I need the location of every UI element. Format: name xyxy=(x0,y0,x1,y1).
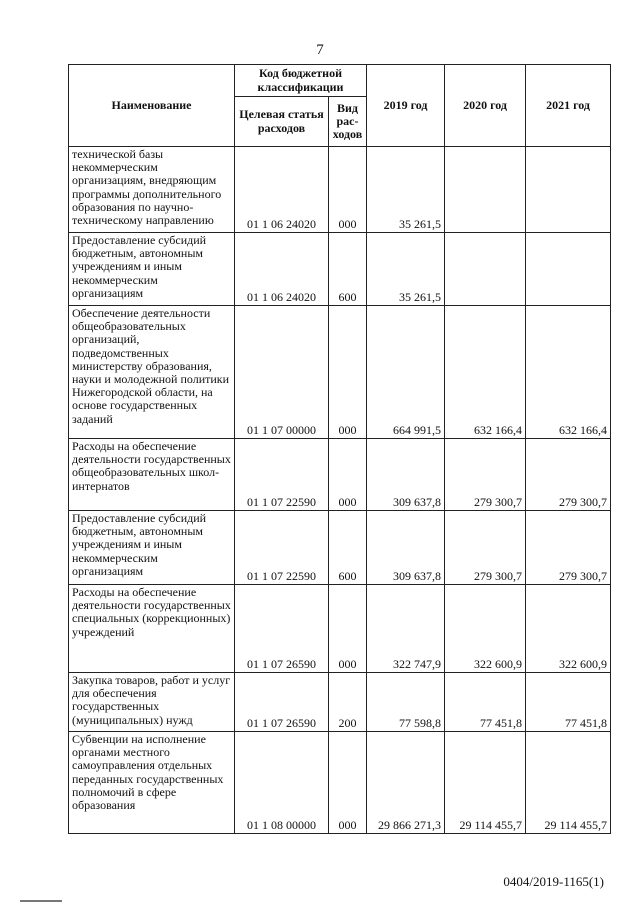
row-2020 xyxy=(445,147,526,233)
row-2020: 77 451,8 xyxy=(445,673,526,732)
row-name: Расходы на обеспечение деятельности государственных общеобразовательных школ-интернатов xyxy=(69,439,235,511)
row-2020: 29 114 455,7 xyxy=(445,732,526,834)
row-2020: 279 300,7 xyxy=(445,439,526,511)
row-2020: 279 300,7 xyxy=(445,511,526,585)
row-target: 01 1 08 00000 xyxy=(235,732,329,834)
row-2021 xyxy=(526,147,611,233)
budget-table xyxy=(68,64,611,834)
row-2019: 35 261,5 xyxy=(367,147,445,233)
row-2019: 322 747,9 xyxy=(367,585,445,673)
table-row xyxy=(69,439,611,511)
row-type: 600 xyxy=(329,511,367,585)
row-name: Расходы на обеспечение деятельности государственных специальных (коррекционных) учреждений xyxy=(69,585,235,673)
row-target: 01 1 07 22590 xyxy=(235,511,329,585)
row-target: 01 1 07 26590 xyxy=(235,585,329,673)
row-name: Закупка товаров, работ и услуг для обеспечения государственных (муниципальных) нужд xyxy=(69,673,235,732)
table-row xyxy=(69,585,611,673)
row-2019: 664 991,5 xyxy=(367,306,445,439)
row-type: 200 xyxy=(329,673,367,732)
row-2019: 309 637,8 xyxy=(367,439,445,511)
row-name: Субвенции на исполнение органами местного самоуправления отдельных переданных государственных полномочий в сфере образования xyxy=(69,732,235,834)
row-2019: 309 637,8 xyxy=(367,511,445,585)
header-type: Вид рас-ходов xyxy=(329,97,367,147)
row-2020: 632 166,4 xyxy=(445,306,526,439)
row-type: 000 xyxy=(329,306,367,439)
row-target: 01 1 07 26590 xyxy=(235,673,329,732)
row-type: 600 xyxy=(329,233,367,306)
row-type: 000 xyxy=(329,439,367,511)
table-row xyxy=(69,233,611,306)
row-2021: 77 451,8 xyxy=(526,673,611,732)
row-type: 000 xyxy=(329,585,367,673)
row-2021 xyxy=(526,233,611,306)
row-2019: 35 261,5 xyxy=(367,233,445,306)
row-target: 01 1 07 00000 xyxy=(235,306,329,439)
row-name: технической базы некоммерческим организациям, внедряющим программы дополнительного образования по научно-техническому направлению xyxy=(69,147,235,233)
header-code-group: Код бюджетной классификации xyxy=(235,65,367,97)
row-2021: 279 300,7 xyxy=(526,439,611,511)
header-target: Целевая статья расходов xyxy=(235,97,329,147)
row-2021: 29 114 455,7 xyxy=(526,732,611,834)
document-code: 0404/2019-1165(1) xyxy=(503,874,604,889)
row-2020: 322 600,9 xyxy=(445,585,526,673)
row-2021: 322 600,9 xyxy=(526,585,611,673)
row-2019: 77 598,8 xyxy=(367,673,445,732)
row-target: 01 1 07 22590 xyxy=(235,439,329,511)
row-type: 000 xyxy=(329,147,367,233)
header-2020: 2020 год xyxy=(445,65,526,147)
table-row xyxy=(69,147,611,233)
scan-mark xyxy=(20,900,62,902)
row-2019: 29 866 271,3 xyxy=(367,732,445,834)
row-2021: 279 300,7 xyxy=(526,511,611,585)
table-row xyxy=(69,306,611,439)
row-type: 000 xyxy=(329,732,367,834)
row-target: 01 1 06 24020 xyxy=(235,147,329,233)
header-2021: 2021 год xyxy=(526,65,611,147)
row-name: Предоставление субсидий бюджетным, автономным учреждениям и иным некоммерческим организациям xyxy=(69,233,235,306)
row-name: Обеспечение деятельности общеобразовательных организаций, подведомственных министерству образования, науки и молодежной политики Нижегородской области, на основе государственных заданий xyxy=(69,306,235,439)
table-row xyxy=(69,732,611,834)
header-name: Наименование xyxy=(69,65,235,147)
table-row xyxy=(69,673,611,732)
row-target: 01 1 06 24020 xyxy=(235,233,329,306)
table-row xyxy=(69,511,611,585)
row-2021: 632 166,4 xyxy=(526,306,611,439)
row-2020 xyxy=(445,233,526,306)
row-name: Предоставление субсидий бюджетным, автономным учреждениям и иным некоммерческим организациям xyxy=(69,511,235,585)
page-number: 7 xyxy=(316,42,324,58)
header-2019: 2019 год xyxy=(367,65,445,147)
